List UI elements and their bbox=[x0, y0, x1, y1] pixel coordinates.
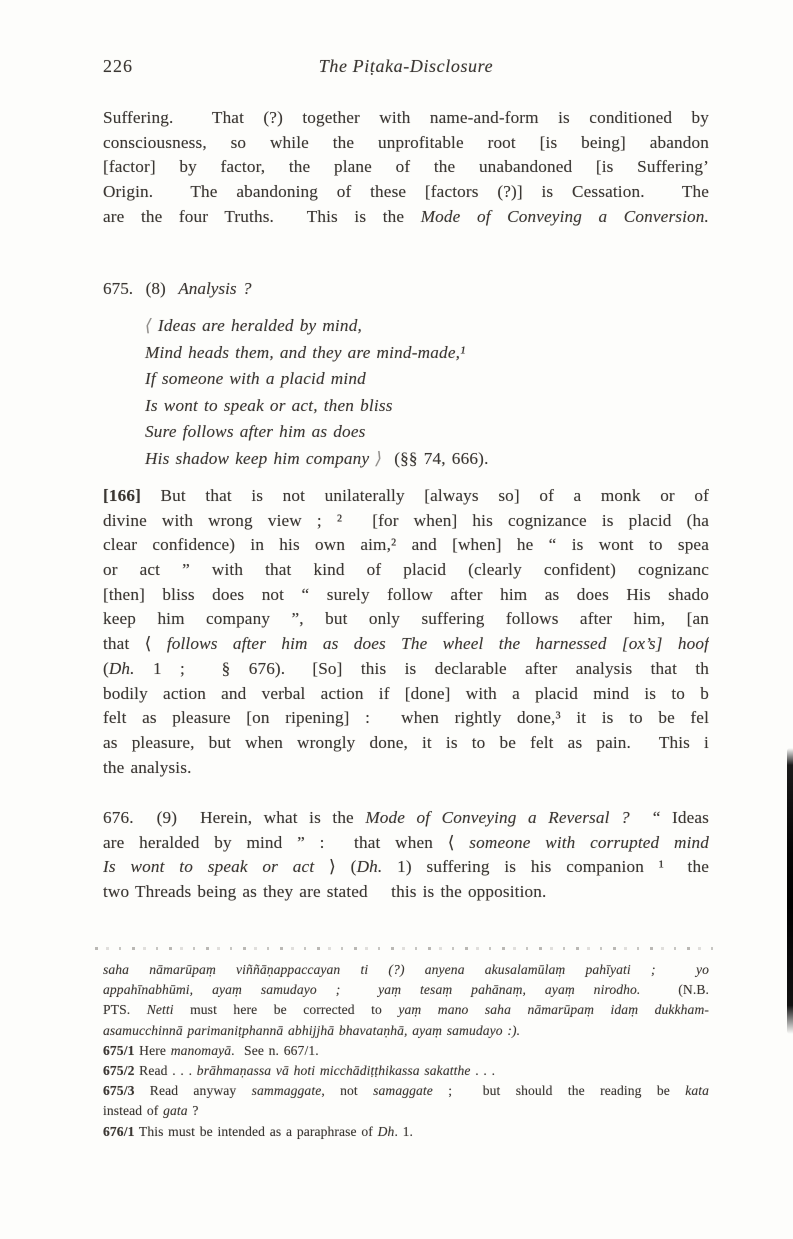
text-segment: Suffering. That (?) together with name-and-form is conditioned by bbox=[103, 108, 709, 127]
text-segment-italic: Mode of Conveying a Reversal ? bbox=[365, 808, 630, 827]
footnote-676-1 bbox=[103, 1122, 709, 1142]
close-angle-bracket: ⟩ bbox=[369, 448, 395, 468]
footnote-675-3 bbox=[103, 1081, 709, 1101]
scan-artifact-black-bar bbox=[787, 748, 793, 1034]
text-line bbox=[103, 155, 709, 180]
text-segment: felt as pleasure [on ripening] : when rightly done,³ it is to be fel bbox=[103, 708, 709, 728]
footnote-675-1 bbox=[103, 1041, 709, 1061]
verse-text: Is wont to speak or act, then bliss bbox=[145, 395, 393, 415]
text-segment: keep him company ”, but only suffering follows after him, [an bbox=[103, 609, 709, 629]
paragraph-conveying-conversion bbox=[103, 106, 709, 229]
text-segment: But that is not unilaterally [always so] of a monk or of bbox=[140, 486, 709, 505]
verse-line bbox=[145, 366, 615, 393]
text-segment-italic: follows after him as does The wheel the harnessed [ox’s] hoof bbox=[166, 634, 709, 654]
verse-line bbox=[145, 313, 615, 340]
verse-line bbox=[145, 419, 615, 446]
text-line bbox=[103, 106, 709, 131]
text-segment-italic: Netti bbox=[146, 1002, 174, 1018]
text-segment: clear confidence) in his own aim,² and [when] he “ is wont to spea bbox=[103, 535, 709, 555]
text-segment: [then] bliss does not “ surely follow after him as does His shado bbox=[103, 584, 709, 604]
verse-line bbox=[145, 393, 615, 420]
text-segment-italic: sammaggate bbox=[251, 1083, 322, 1099]
footnote-line bbox=[103, 1000, 709, 1020]
text-segment: , not bbox=[321, 1083, 374, 1099]
text-segment-italic: someone with corrupted mind bbox=[469, 832, 709, 852]
text-segment-italic: samaggate bbox=[373, 1083, 433, 1099]
pali-text: asamucchinnā parimaniṭphannā abhijjhā bhavataṇhā, ayaṃ samudayo :). bbox=[103, 1022, 521, 1038]
pali-text: yaṃ mano saha nāmarūpaṃ idaṃ dukkham- bbox=[398, 1002, 709, 1018]
text-line bbox=[103, 806, 709, 831]
text-line bbox=[103, 706, 709, 731]
footnote-line bbox=[103, 980, 709, 1000]
text-line bbox=[103, 533, 709, 558]
section-title: Analysis ? bbox=[178, 279, 252, 298]
verse-text: His shadow keep him company bbox=[145, 448, 370, 468]
text-line bbox=[103, 731, 709, 756]
text-segment: (N.B. bbox=[640, 982, 709, 998]
verse-line bbox=[145, 340, 615, 367]
text-segment: Origin. The abandoning of these [factors (?)] is Cessation. The bbox=[103, 182, 709, 202]
text-line bbox=[103, 484, 709, 509]
verse-text: Mind heads them, and they are mind-made,¹ bbox=[145, 342, 466, 362]
open-angle-bracket: ⟨ bbox=[145, 316, 158, 335]
section-676-paragraph bbox=[103, 806, 709, 905]
text-segment: 676. (9) Herein, what is the bbox=[103, 808, 366, 827]
text-line bbox=[103, 831, 709, 856]
text-segment: or act ” with that kind of placid (clearly confident) cognizanc bbox=[103, 560, 709, 580]
text-segment: are the four Truths. This is the bbox=[103, 206, 421, 226]
verse-text: If someone with a placid mind bbox=[145, 369, 366, 389]
text-line bbox=[103, 180, 709, 205]
text-line bbox=[103, 756, 709, 781]
text-segment: Read . . . bbox=[134, 1062, 197, 1078]
text-segment: . See n. 667/1. bbox=[231, 1042, 319, 1058]
verse-reference: (§§ 74, 666). bbox=[394, 448, 489, 468]
paragraph-166-analysis bbox=[103, 484, 709, 780]
text-segment: 1) suffering is his companion ¹ the bbox=[382, 857, 709, 877]
text-segment: 1 ; § 676). [So] this is declarable after analysis that th bbox=[134, 658, 709, 678]
running-title: The Piṭaka-Disclosure bbox=[318, 56, 494, 76]
text-line bbox=[103, 583, 709, 608]
text-segment-italic: Is wont to speak or act bbox=[103, 857, 315, 877]
text-segment: bodily action and verbal action if [done] with a placid mind is to b bbox=[103, 683, 709, 703]
footnote-number: 675/1 bbox=[103, 1042, 135, 1058]
text-line bbox=[103, 131, 709, 156]
text-segment-italic: manomayā bbox=[170, 1042, 232, 1058]
text-line bbox=[103, 558, 709, 583]
text-segment-italic: Mode of Conveying a Conversion. bbox=[420, 206, 709, 226]
verse-text: Ideas are heralded by mind, bbox=[157, 316, 362, 335]
text-line bbox=[103, 607, 709, 632]
footnote-separator-rule bbox=[95, 947, 717, 950]
text-line bbox=[103, 682, 709, 707]
text-line bbox=[103, 205, 709, 230]
text-segment: . . . bbox=[470, 1062, 496, 1078]
page-header bbox=[103, 56, 709, 82]
text-segment-italic: Dh. bbox=[108, 658, 135, 678]
verse-text: Sure follows after him as does bbox=[145, 422, 366, 442]
text-line bbox=[103, 632, 709, 657]
text-line bbox=[103, 509, 709, 534]
text-segment: must here be corrected to bbox=[173, 1002, 399, 1018]
footnote-line bbox=[103, 960, 709, 980]
text-segment: ( bbox=[103, 658, 109, 678]
text-segment: the analysis. bbox=[103, 757, 192, 777]
section-675-heading bbox=[103, 279, 709, 299]
text-segment: ; but should the reading be bbox=[432, 1083, 686, 1099]
text-segment: [factor] by factor, the plane of the unabandoned [is Suffering’ bbox=[103, 157, 709, 177]
text-segment: ⟩ ( bbox=[314, 857, 357, 877]
section-number: 675. (8) bbox=[103, 279, 179, 298]
text-segment: Read anyway bbox=[134, 1083, 252, 1099]
footnote-number: 675/2 bbox=[103, 1062, 135, 1078]
text-segment: two Threads being as they are stated this is the opposition. bbox=[103, 882, 547, 902]
footnote-number: 676/1 bbox=[103, 1123, 135, 1139]
pali-text: brāhmaṇassa vā hoti micchādiṭṭhikassa sakatthe bbox=[196, 1062, 471, 1078]
footnote-675-3-continuation bbox=[103, 1101, 709, 1121]
text-segment: ? bbox=[187, 1103, 199, 1119]
pali-text: appahīnabhūmi, ayaṃ samudayo ; yaṃ tesaṃ pahānaṃ, ayaṃ nirodho. bbox=[103, 982, 641, 998]
text-line bbox=[103, 855, 709, 880]
verse-line bbox=[145, 446, 615, 473]
text-segment: PTS. bbox=[103, 1002, 147, 1018]
text-segment: that ⟨ bbox=[103, 634, 167, 654]
verse-quotation bbox=[145, 313, 615, 473]
text-segment: instead of bbox=[103, 1103, 164, 1119]
text-segment: divine with wrong view ; ² [for when] his cognizance is placid (ha bbox=[103, 510, 709, 530]
footnotes-block bbox=[103, 960, 709, 1142]
page-marker-166: [166] bbox=[103, 486, 141, 505]
footnote-675-2 bbox=[103, 1061, 709, 1081]
text-line bbox=[103, 657, 709, 682]
text-segment: Here bbox=[134, 1042, 171, 1058]
text-segment: as pleasure, but when wrongly done, it is to be felt as pain. This i bbox=[103, 732, 709, 752]
text-segment: are heralded by mind ” : that when ⟨ bbox=[103, 832, 470, 852]
text-segment: This must be intended as a paraphrase of bbox=[134, 1123, 378, 1139]
text-segment: consciousness, so while the unprofitable root [is being] abandon bbox=[103, 132, 709, 152]
footnote-line bbox=[103, 1021, 709, 1041]
text-segment-italic: Dh. bbox=[356, 857, 383, 877]
text-segment-italic: gata bbox=[163, 1103, 188, 1119]
footnote-number: 675/3 bbox=[103, 1083, 135, 1099]
pali-text: saha nāmarūpaṃ viññāṇappaccayan ti (?) anyena akusalamūlaṃ pahīyati ; yo bbox=[103, 962, 709, 977]
text-segment: “ Ideas bbox=[629, 808, 709, 827]
text-segment-italic: Dh bbox=[377, 1123, 395, 1139]
text-segment: . 1. bbox=[394, 1123, 414, 1139]
page-number: 226 bbox=[103, 56, 133, 76]
text-line bbox=[103, 880, 709, 905]
text-segment-italic: kata bbox=[685, 1083, 709, 1099]
